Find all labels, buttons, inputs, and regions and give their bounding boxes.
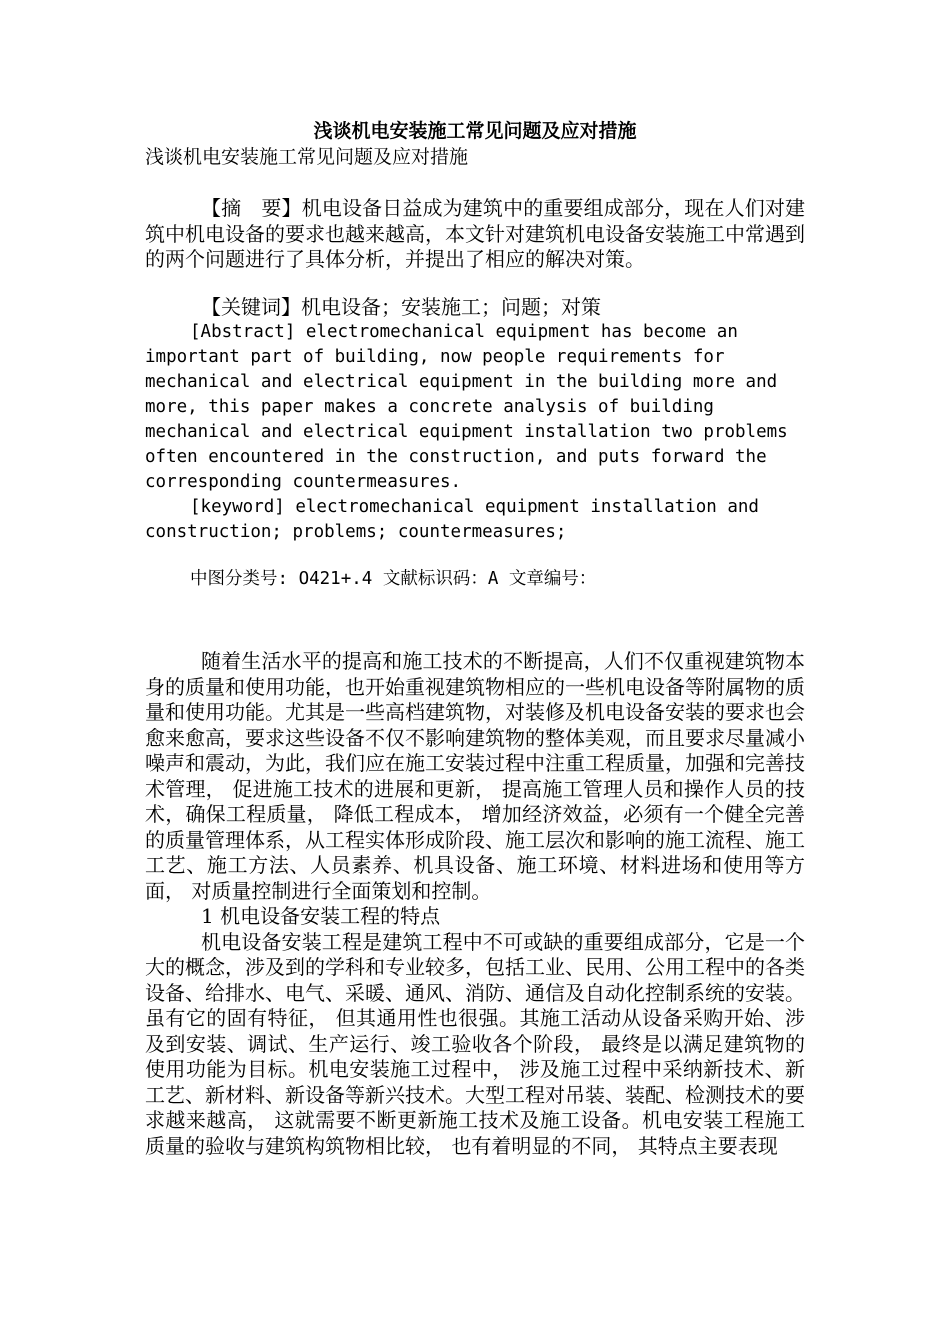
abstract-en: [Abstract] electromechanical equipment has become an important part of building, now people requirements for mechanical and electrical equipment in the building more and more, this paper makes a concrete analysis of building mechanical and electrical equipment installation two problems often encountered in the construction, and puts forward the corresponding countermeasures. — [145, 322, 799, 492]
spacer — [145, 170, 805, 196]
intro-paragraph: 随着生活水平的提高和施工技术的不断提高，人们不仅重视建筑物本身的质量和使用功能，也开始重视建筑物相应的一些机电设备等附属物的质量和使用功能。尤其是一些高档建筑物，对装修及机电设备安装的要求也会愈来愈高，要求这些设备不仅不影响建筑物的整体美观，而且要求尽量减小噪声和震动，为此，我们应在施工安装过程中注重工程质量，加强和完善技术管理， 促进施工技术的进展和更新， 提高施工管理人员和操作人员的技术，确保工程质量， 降低工程成本， 增加经济效益，必须有一个健全完善的质量管理体系，从工程实体形成阶段、施工层次和影响的施工流程、施工工艺、施工方法、人员素养、机具设备、施工环境、材料进场和使用等方面， 对质量控制进行全面策划和控制。 — [145, 649, 805, 903]
keywords-cn: 【关键词】机电设备；安装施工；问题；对策 — [201, 294, 601, 319]
document-title: 浅谈机电安装施工常见问题及应对措施 — [313, 120, 637, 142]
spacer — [145, 273, 805, 295]
abstract-cn: 【摘 要】机电设备日益成为建筑中的重要组成部分，现在人们对建筑中机电设备的要求也越来越高，本文针对建筑机电设备安装施工中常遇到的两个问题进行了具体分析，并提出了相应的解决对策。 — [145, 196, 805, 271]
classification-line: 中图分类号: O421+.4 文献标识码：A 文章编号： — [190, 569, 597, 589]
spacer — [145, 592, 805, 649]
document-subtitle: 浅谈机电安装施工常见问题及应对措施 — [145, 146, 469, 168]
section-1-paragraph: 机电设备安装工程是建筑工程中不可或缺的重要组成部分，它是一个大的概念，涉及到的学科和专业较多，包括工业、民用、公用工程中的各类设备、给排水、电气、采暖、通风、消防、通信及自动化控制系统的安装。虽有它的固有特征， 但其通用性也很强。其施工活动从设备采购开始、涉及到安装、调试、生产运行、竣工验收各个阶段， 最终是以满足建筑物的使用功能为目标。机电安装施工过程中， 涉及施工过程中采纳新技术、新工艺、新材料、新设备等新兴技术。大型工程对吊装、装配、检测技术的要求越来越高， 这就需要不断更新施工技术及施工设备。机电安装工程施工质量的验收与建筑构筑物相比较， 也有着明显的不同， 其特点主要表现 — [145, 929, 805, 1158]
keywords-en: [keyword] electromechanical equipment installation and construction; problems; countermeasures; — [145, 497, 770, 542]
document-page — [145, 118, 805, 1159]
spacer — [145, 545, 805, 567]
section-1-heading: 1 机电设备安装工程的特点 — [201, 904, 441, 928]
